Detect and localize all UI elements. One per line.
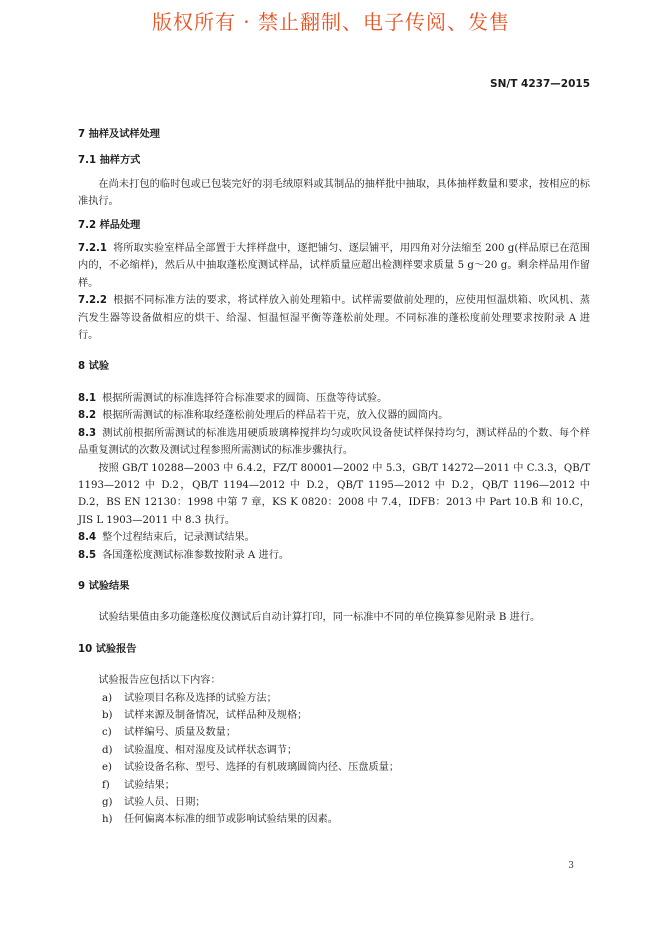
clause-number: 7.2.1	[78, 243, 108, 255]
list-item-label: e)	[102, 762, 113, 774]
list-item-text: 试验设备名称、型号、选择的有机玻璃圆筒内径、压盘质量；	[124, 762, 400, 774]
clause-number: 8.2	[78, 410, 97, 422]
list-item-label: b)	[102, 709, 113, 721]
list-item-text: 试验人员、日期；	[124, 797, 206, 808]
clause-text: 根据不同标准方法的要求，将试样放入前处理箱中。试样需要做前处理的，应使用恒温烘箱、吹风机、蒸汽发生器等设备做相应的烘干、给湿、恒温恒湿平衡等蓬松前处理。不同标准的蓬松度前处理要求按附录 A 进行。	[78, 295, 590, 342]
list-item-label: f)	[102, 779, 110, 791]
section-10-heading: 10 试验报告	[78, 643, 137, 655]
clause-7-2-2	[78, 292, 590, 344]
clause-number: 8.4	[78, 532, 97, 544]
list-item	[78, 794, 590, 811]
list-item-text: 试验结果；	[124, 779, 175, 791]
clause-8-5	[78, 547, 590, 564]
clause-number: 8.5	[78, 549, 97, 561]
copyright-banner: 版权所有 · 禁止翻制、电子传阅、发售	[151, 10, 511, 34]
clause-text: 整个过程结束后，记录测试结果。	[102, 532, 255, 544]
list-item-text: 任何偏离本标准的细节或影响试验结果的因素。	[124, 814, 338, 826]
clause-text: 测试前根据所需测试的标准选用硬质玻璃棒搅拌均匀或吹风设备使试样保持均匀，测试样品的个数、每个样品重复测试的次数及测试过程参照所需测试的标准步骤执行。	[78, 427, 590, 457]
list-item	[78, 759, 590, 776]
list-item-label: g)	[102, 797, 113, 808]
section-7-1-heading: 7.1 抽样方式	[78, 155, 141, 167]
list-item	[78, 742, 590, 759]
section-7-1-text: 在尚未打包的临时包或已包装完好的羽毛绒原料或其制品的抽样批中抽取，具体抽样数量和要求，按相应的标准执行。	[78, 178, 590, 208]
standard-code: SN/T 4237—2015	[490, 78, 590, 90]
clause-8-4	[78, 529, 590, 546]
clause-8-3	[78, 425, 590, 460]
section-7-heading: 7 抽样及试样处理	[78, 129, 160, 140]
list-item	[78, 811, 590, 828]
list-item-text: 试验项目名称及选择的试验方法；	[124, 692, 277, 704]
section-8-heading: 8 试验	[78, 361, 110, 373]
clause-number: 7.2.2	[78, 295, 108, 307]
document-body	[78, 126, 590, 829]
section-10-intro: 试验报告应包括以下内容：	[98, 675, 221, 687]
clause-8-3-references: 按照 GB/T 10288—2003 中 6.4.2，FZ/T 80001—2002 中 5.3，GB/T 14272—2011 中 C.3.3，QB/T 1193—2012 中 D.2，QB/T 1194—2012 中 D.2，QB/T 1195—2012 中 D.2，QB/T 1196—2012 中 D.2，BS EN 12130：1998 中第 7 章，KS K 0820：2008 中 7.4，IDFB：2013 中 Part 10.B 和 10.C，JIS L 1903—2011 中 8.3 执行。	[78, 462, 590, 526]
list-item-label: d)	[102, 744, 113, 756]
page-number: 3	[568, 861, 574, 871]
list-item	[78, 724, 590, 741]
list-item-text: 试样编号、质量及数量；	[124, 727, 237, 739]
list-item-label: a)	[102, 692, 113, 704]
section-9-text: 试验结果值由多功能蓬松度仪测试后自动计算打印，同一标准中不同的单位换算参见附录 B 进行。	[98, 612, 541, 624]
list-item	[78, 707, 590, 724]
clause-text: 各国蓬松度测试标准参数按附录 A 进行。	[102, 549, 290, 561]
clause-text: 将所取实验室样品全部置于大拌样盘中，逐把铺匀、逐层铺平，用四角对分法缩至 200 g(样品原已在范围内的，不必缩样)，然后从中抽取蓬松度测试样品，试样质量应超出检测样要求质量 5 g～20 g。剩余样品用作留样。	[78, 243, 590, 289]
section-9-heading: 9 试验结果	[78, 580, 130, 592]
clause-7-2-1	[78, 240, 590, 292]
clause-text: 根据所需测试的标准选择符合标准要求的圆筒、压盘等待试验。	[102, 392, 388, 404]
clause-number: 8.3	[78, 427, 97, 439]
clause-8-1	[78, 390, 590, 407]
clause-text: 根据所需测试的标准称取经蓬松前处理后的样品若干克，放入仪器的圆筒内。	[102, 410, 449, 422]
section-7-2-heading: 7.2 样品处理	[78, 219, 141, 231]
clause-number: 8.1	[78, 392, 97, 404]
list-item-label: h)	[102, 814, 113, 826]
list-item	[78, 777, 590, 794]
clause-8-2	[78, 407, 590, 424]
list-item	[78, 690, 590, 707]
list-item-text: 试样来源及制备情况，试样品种及规格；	[124, 709, 308, 721]
list-item-label: c)	[102, 727, 112, 739]
list-item-text: 试验温度、相对湿度及试样状态调节；	[124, 744, 298, 756]
report-items-list	[78, 690, 590, 829]
